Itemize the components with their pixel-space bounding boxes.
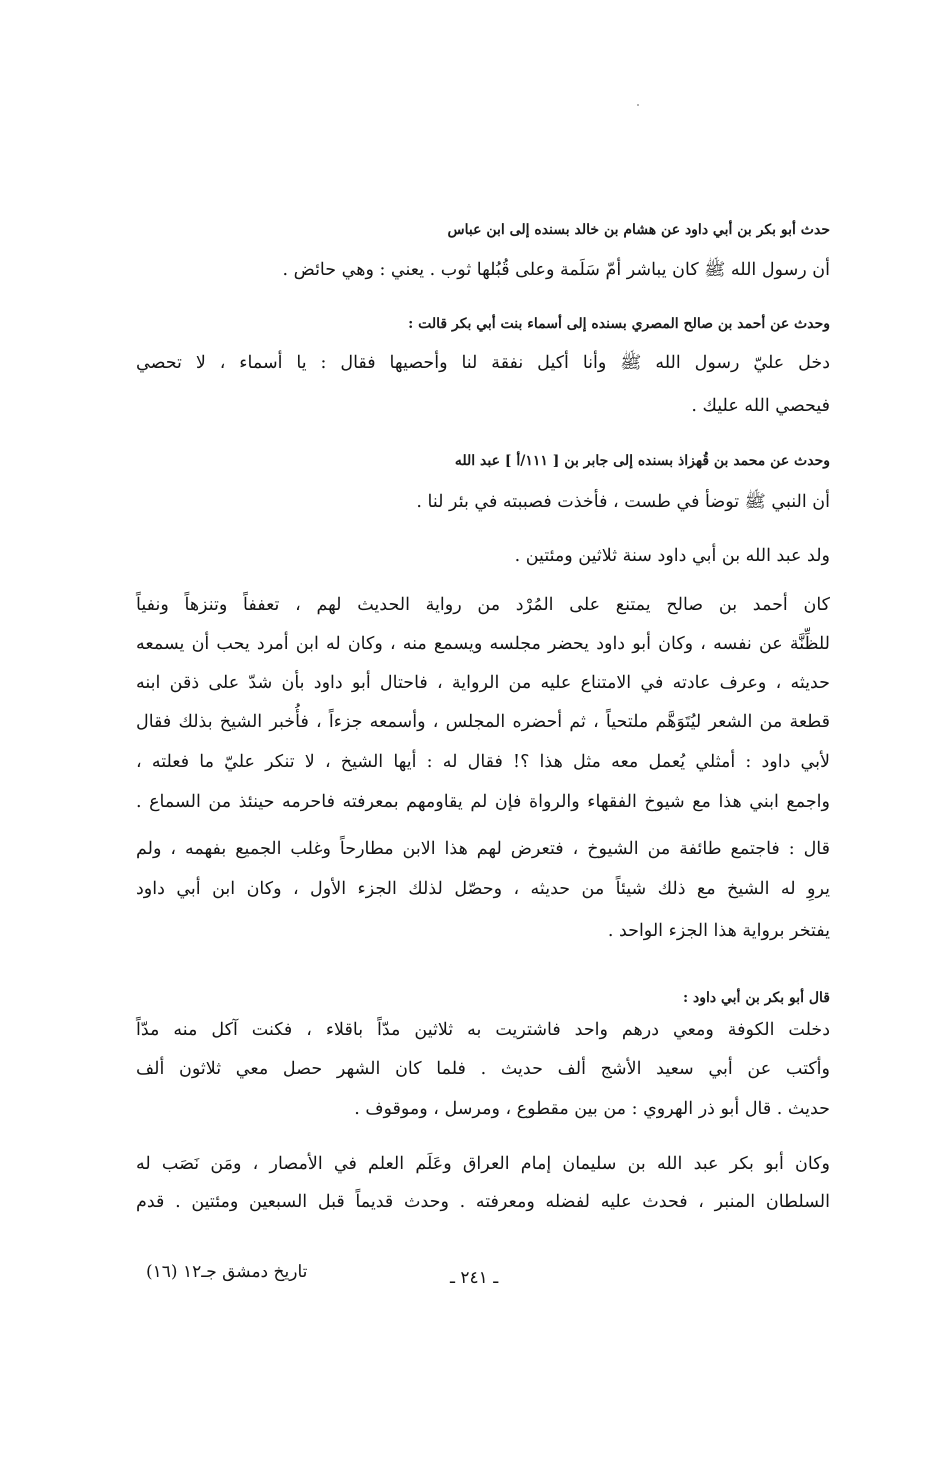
paragraph-1-line: لأبي داود : أمثلي يُعمل معه مثل هذا ؟! فقال له : أيها الشيخ ، لا تنكر عليّ ما فعلته ،: [136, 752, 830, 772]
scan-speck: [637, 104, 639, 106]
hadith-text-3: أن النبي ﷺ توضأ في طست ، فأخذت فصببته في بئر لنا .: [416, 492, 830, 512]
narration-header-1: حدث أبو بكر بن أبي داود عن هشام بن خالد بسنده إلى ابن عباس: [447, 222, 830, 238]
birth-statement: ولد عبد الله بن أبي داود سنة ثلاثين ومئتين .: [514, 546, 830, 566]
narration-header-3: وحدث عن محمد بن قُهزاذ بسنده إلى جابر بن [ ١١١/أ ] عبد الله: [454, 453, 830, 469]
paragraph-1-line: قطعة من الشعر ليُتَوَهَّم ملتحياً ، ثم أحضره المجلس ، وأسمعه جزءاً ، فأُخبر الشيخ بذلك فقال: [136, 712, 830, 732]
hadith-text-2-line-1: دخل عليّ رسول الله ﷺ وأنا أكيل نفقة لنا وأحصيها فقال : يا أسماء ، لا تحصي: [136, 353, 830, 373]
narration-header-2: وحدث عن أحمد بن صالح المصري بسنده إلى أسماء بنت أبي بكر قالت :: [408, 316, 830, 332]
paragraph-1-line: يروِ له الشيخ مع ذلك شيئاً من حديثه ، وحصّل لذلك الجزء الأول ، وكان ابن أبي داود: [136, 879, 830, 899]
hadith-text-2-line-2: فيحصي الله عليك .: [691, 396, 830, 416]
paragraph-1-line: للظِّنَّة عن نفسه ، وكان أبو داود يحضر مجلسه ويسمع منه ، وكان له ابن أمرد يحب أن يسمعه: [136, 634, 830, 654]
narration-4-line: وأكتب عن أبي سعيد الأشج ألف حديث . فلما كان الشهر حصل معي ثلاثون ألف: [136, 1059, 830, 1079]
paragraph-1-line: واجمع ابني هذا مع شيوخ الفقهاء والرواة فإن لم يقاومهم بمعرفته فاحرمه حينئذ من السماع .: [136, 792, 830, 812]
hadith-text-1: أن رسول الله ﷺ كان يباشر أمّ سَلَمة وعلى قُبُلها ثوب . يعني : وهي حائض .: [282, 260, 830, 280]
paragraph-1-line: يفتخر برواية هذا الجزء الواحد .: [607, 921, 830, 941]
book-reference: تاريخ دمشق جـ١٢ (١٦): [146, 1262, 308, 1282]
narration-4-line: دخلت الكوفة ومعي درهم واحد فاشتريت به ثلاثين مدّاً باقلاء ، فكنت آكل منه مدّاً: [136, 1020, 830, 1040]
narration-header-4: قال أبو بكر بن أبي داود :: [682, 990, 830, 1006]
page-number: ـ ٢٤١ ـ: [450, 1268, 499, 1288]
narration-4-line: حديث . قال أبو ذر الهروي : من بين مقطوع ، ومرسل ، وموقوف .: [354, 1099, 830, 1119]
paragraph-2-line: السلطان المنبر ، فحدث عليه لفضله ومعرفته . وحدث قديماً قبل السبعين ومئتين . قدم: [136, 1192, 830, 1212]
paragraph-1-line: كان أحمد بن صالح يمتنع على المُرْد من رواية الحديث لهم ، تعففاً وتنزهاً ونفياً: [136, 595, 830, 615]
paragraph-1-line: حديثه ، وعرف عادته في الامتناع عليه من الرواية ، فاحتال أبو داود بأن شدّ على ذقن ابنه: [136, 673, 830, 693]
paragraph-2-line: وكان أبو بكر عبد الله بن سليمان إمام العراق وعَلَم العلم في الأمصار ، ومَن نَصَب له: [136, 1154, 830, 1174]
paragraph-1-line: قال : فاجتمع طائفة من الشيوخ ، فتعرض لهم هذا الابن مطارحاً وغلب الجميع بفهمه ، ولم: [136, 839, 830, 859]
